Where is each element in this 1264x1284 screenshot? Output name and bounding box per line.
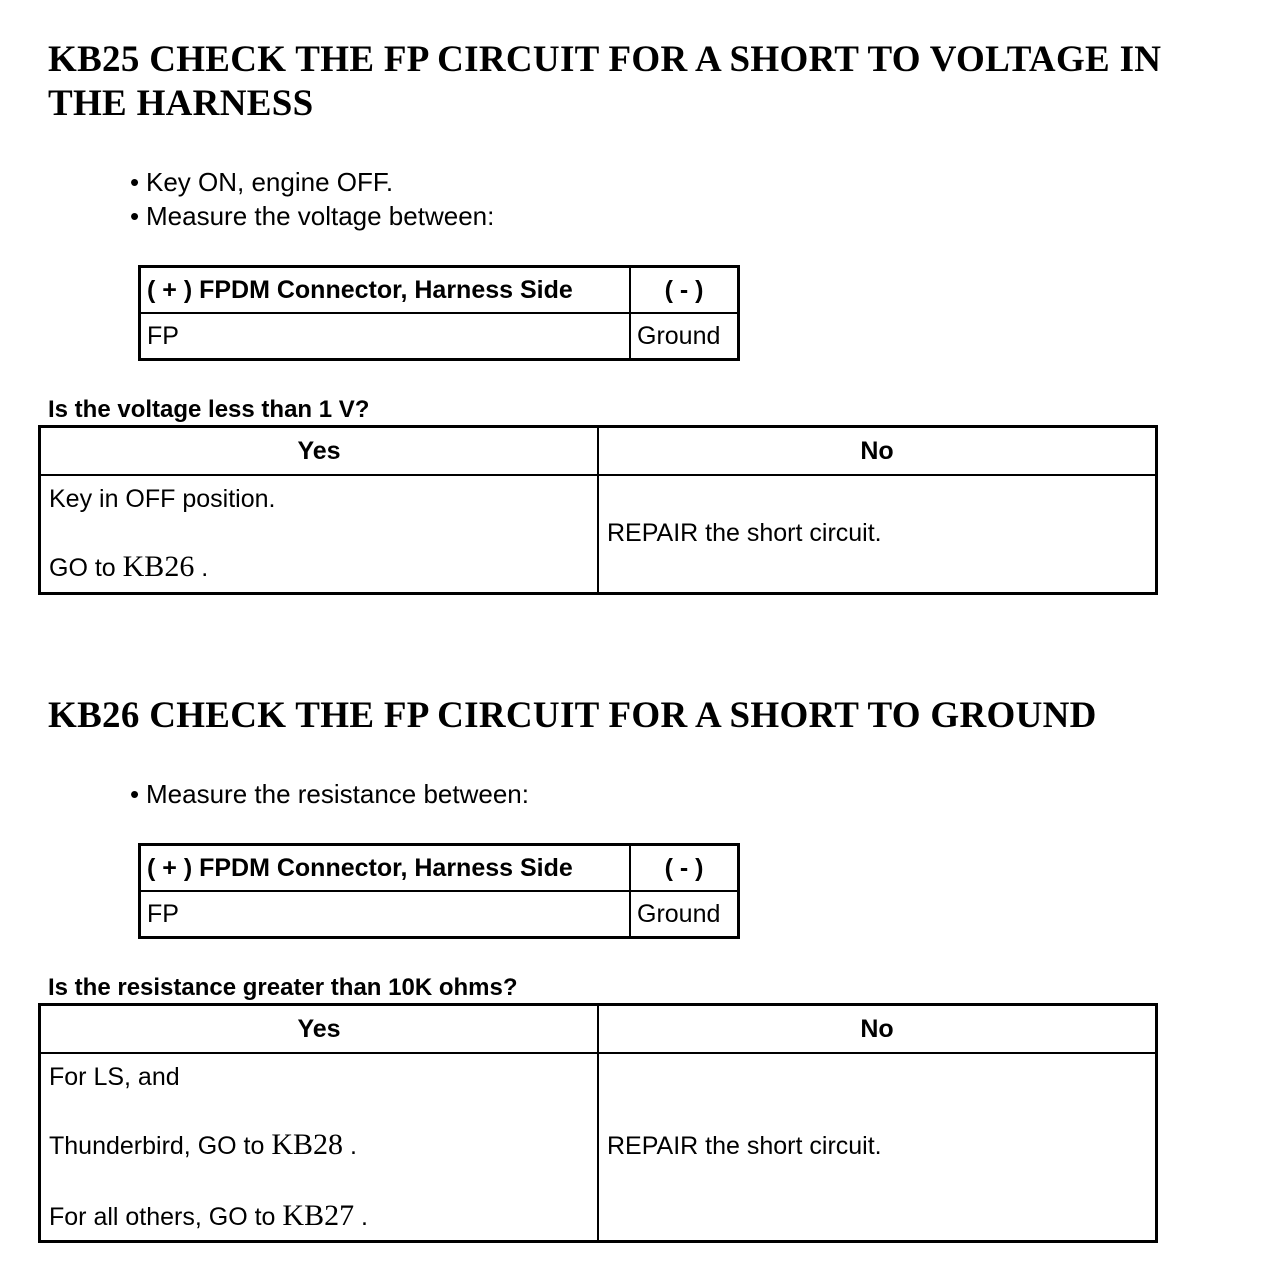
kb25-heading-line2: THE HARNESS	[48, 83, 314, 124]
kb25-heading-line1: KB25 CHECK THE FP CIRCUIT FOR A SHORT TO VOLTAGE IN	[48, 39, 1162, 80]
list-item: • Key ON, engine OFF.	[130, 167, 394, 197]
no-cell: REPAIR the short circuit.	[598, 1053, 1157, 1241]
kb25-measurement-table	[138, 265, 740, 361]
kb26-heading: KB26 CHECK THE FP CIRCUIT FOR A SHORT TO GROUND	[48, 695, 1097, 736]
goto-kb26-link[interactable]: KB26	[122, 550, 195, 584]
table-row	[40, 427, 1157, 476]
kb25-decision-table	[38, 425, 1158, 595]
kb26-question: Is the resistance greater than 10K ohms?	[48, 974, 518, 1001]
table-row	[140, 891, 739, 938]
no-header: No	[598, 427, 1157, 476]
table-row	[140, 845, 739, 892]
yes-header: Yes	[40, 427, 599, 476]
bullet-icon: •	[130, 201, 140, 231]
yes-cell: Key in OFF position. GO to KB26 .	[40, 475, 599, 593]
table-row	[140, 313, 739, 360]
list-item: • Measure the resistance between:	[130, 779, 529, 809]
minus-cell: Ground	[630, 313, 739, 360]
kb26-decision-table	[38, 1003, 1158, 1243]
kb26-measurement-table	[138, 843, 740, 939]
plus-header: ( + ) FPDM Connector, Harness Side	[140, 267, 631, 314]
goto-kb27-link[interactable]: KB27	[282, 1198, 355, 1232]
plus-header: ( + ) FPDM Connector, Harness Side	[140, 845, 631, 892]
goto-kb28-link[interactable]: KB28	[271, 1127, 344, 1161]
plus-cell: FP	[140, 313, 631, 360]
kb25-question: Is the voltage less than 1 V?	[48, 396, 370, 423]
table-row	[40, 475, 1157, 593]
yes-header: Yes	[40, 1005, 599, 1054]
table-row	[140, 267, 739, 314]
minus-cell: Ground	[630, 891, 739, 938]
table-row	[40, 1053, 1157, 1241]
bullet-icon: •	[130, 167, 140, 197]
kb25-heading	[48, 38, 1161, 126]
no-cell: REPAIR the short circuit.	[598, 475, 1157, 593]
minus-header: ( - )	[630, 267, 739, 314]
table-row	[40, 1005, 1157, 1054]
minus-header: ( - )	[630, 845, 739, 892]
bullet-icon: •	[130, 779, 140, 809]
list-item: • Measure the voltage between:	[130, 201, 495, 231]
no-header: No	[598, 1005, 1157, 1054]
kb25-bullet-list	[130, 165, 494, 233]
kb26-bullet-list	[130, 777, 529, 811]
plus-cell: FP	[140, 891, 631, 938]
yes-cell: For LS, and Thunderbird, GO to KB28 . For all others, GO to KB27 .	[40, 1053, 599, 1241]
